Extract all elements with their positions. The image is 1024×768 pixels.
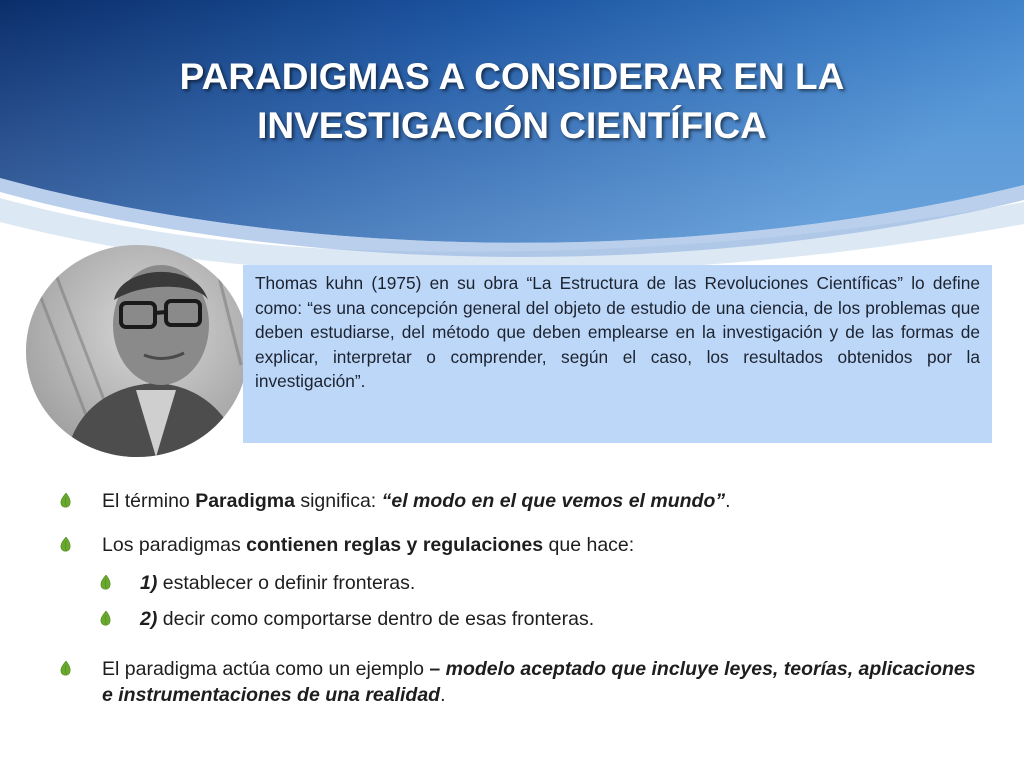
bullet-emphasis: “el modo en el que vemos el mundo”	[381, 490, 726, 512]
slide-title	[60, 52, 964, 150]
sub-bullet-text: establecer o definir fronteras.	[157, 572, 416, 594]
title-line-2: INVESTIGACIÓN CIENTÍFICA	[257, 105, 767, 146]
bullet-item	[60, 488, 990, 514]
bullet-text: El término	[102, 490, 196, 512]
bullet-dash: –	[429, 658, 441, 680]
quote-box: Thomas kuhn (1975) en su obra “La Estructura de las Revoluciones Científicas” lo define como: “es una concepción general del objeto de estudio de una ciencia, de los problemas que deben estudiarse, del método que deben emplearse en la investigación y de las formas de explicar, interpretar o comprender, según el caso, los resultados obtenidos por la investigación”.	[243, 265, 992, 443]
bullet-text: significa:	[294, 490, 382, 512]
leaf-icon	[60, 661, 72, 677]
bullet-text: .	[725, 490, 731, 512]
bullet-item	[60, 656, 990, 708]
sub-bullet-item	[60, 570, 990, 596]
bullet-item	[60, 532, 990, 558]
portrait-photo	[26, 245, 248, 457]
bullet-text: .	[440, 684, 446, 706]
leaf-icon	[60, 493, 72, 509]
sub-bullet-number: 2)	[140, 608, 158, 630]
bullet-text: Los paradigmas	[102, 534, 247, 556]
bullet-list	[60, 488, 990, 708]
bullet-text: El paradigma actúa como un ejemplo	[102, 658, 430, 680]
sub-bullet-text: decir como comportarse dentro de esas fronteras.	[157, 608, 595, 630]
title-line-1: PARADIGMAS A CONSIDERAR EN LA	[179, 56, 845, 97]
bullet-bold: contienen reglas y regulaciones	[246, 534, 544, 556]
bullet-text: que hace:	[543, 534, 635, 556]
bullet-bold: Paradigma	[195, 490, 295, 512]
sub-bullet-item	[60, 606, 990, 632]
bullet-emphasis: modelo aceptado que incluye leyes, teorías, aplicaciones e instrumentaciones de una realidad	[102, 658, 976, 706]
leaf-icon	[100, 575, 112, 591]
sub-bullet-number: 1)	[140, 572, 158, 594]
leaf-icon	[60, 537, 72, 553]
leaf-icon	[100, 611, 112, 627]
